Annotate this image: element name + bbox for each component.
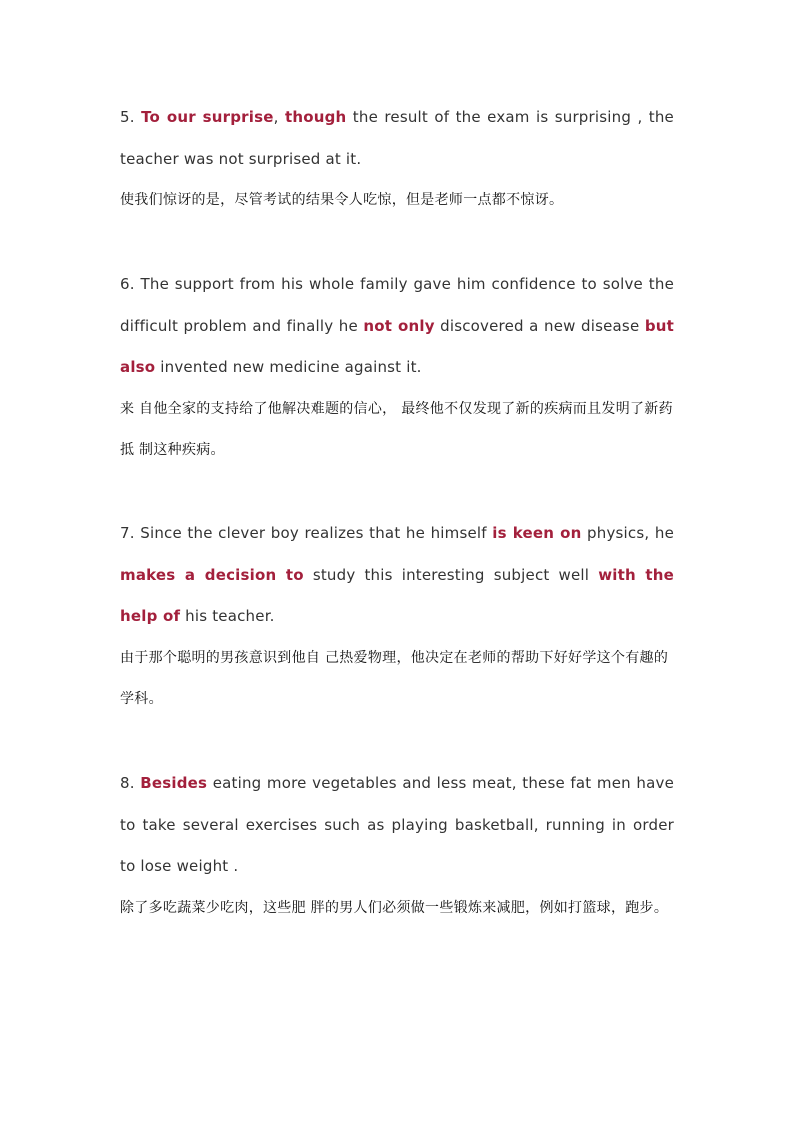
sentence-text: his teacher. bbox=[180, 607, 275, 625]
sentence-text: physics, he bbox=[581, 524, 674, 542]
highlight-phrase: but also bbox=[120, 316, 674, 376]
sentence-text: , bbox=[273, 108, 285, 126]
english-sentence bbox=[120, 264, 674, 389]
english-sentence bbox=[120, 97, 674, 180]
sentence-item-6 bbox=[120, 264, 674, 472]
chinese-translation: 由于那个聪明的男孩意识到他自 己热爱物理，他决定在老师的帮助下好好学这个有趣的学科。 bbox=[120, 649, 669, 707]
chinese-translation: 使我们惊讶的是，尽管考试的结果令人吃惊，但是老师一点都不惊讶。 bbox=[120, 192, 564, 208]
sentence-text: eating more vegetables and less meat, these fat men have to take several exercises such as playing basketball, running in order to lose weight . bbox=[120, 774, 674, 875]
chinese-translation: 来 自他全家的支持给了他解决难题的信心， 最终他不仅发现了新的疾病而且发明了新药抵 制这种疾病。 bbox=[120, 400, 673, 458]
sentence-text: invented new medicine against it. bbox=[155, 358, 422, 376]
highlight-phrase: Besides bbox=[140, 774, 208, 792]
highlight-phrase: with the help of bbox=[120, 565, 674, 625]
sentence-item-8 bbox=[120, 763, 674, 929]
sentence-item-5 bbox=[120, 97, 674, 222]
chinese-translation: 除了多吃蔬菜少吃肉，这些肥 胖的男人们必须做一些锻炼来减肥，例如打篮球，跑步。 bbox=[120, 899, 669, 916]
sentence-text: the result of the exam is surprising , the teacher was not surprised at it. bbox=[120, 108, 674, 168]
sentence-text: 5. bbox=[120, 108, 142, 126]
highlight-phrase: is keen on bbox=[492, 524, 582, 542]
highlight-phrase: To our surprise bbox=[141, 108, 274, 126]
sentence-item-7 bbox=[120, 513, 674, 721]
sentence-text: 8. bbox=[120, 774, 141, 792]
english-sentence bbox=[120, 763, 674, 888]
sentence-text: study this interesting subject well bbox=[303, 565, 599, 584]
highlight-phrase: makes a decision to bbox=[120, 565, 304, 584]
highlight-phrase: though bbox=[284, 108, 347, 126]
english-sentence bbox=[120, 513, 674, 638]
sentence-text: 6. The support from his whole family gave him confidence to solve the difficult problem and finally he bbox=[120, 275, 674, 335]
highlight-phrase: not only bbox=[363, 316, 435, 335]
sentence-text: discovered a new disease bbox=[434, 316, 645, 335]
sentence-text: 7. Since the clever boy realizes that he himself bbox=[120, 524, 493, 542]
